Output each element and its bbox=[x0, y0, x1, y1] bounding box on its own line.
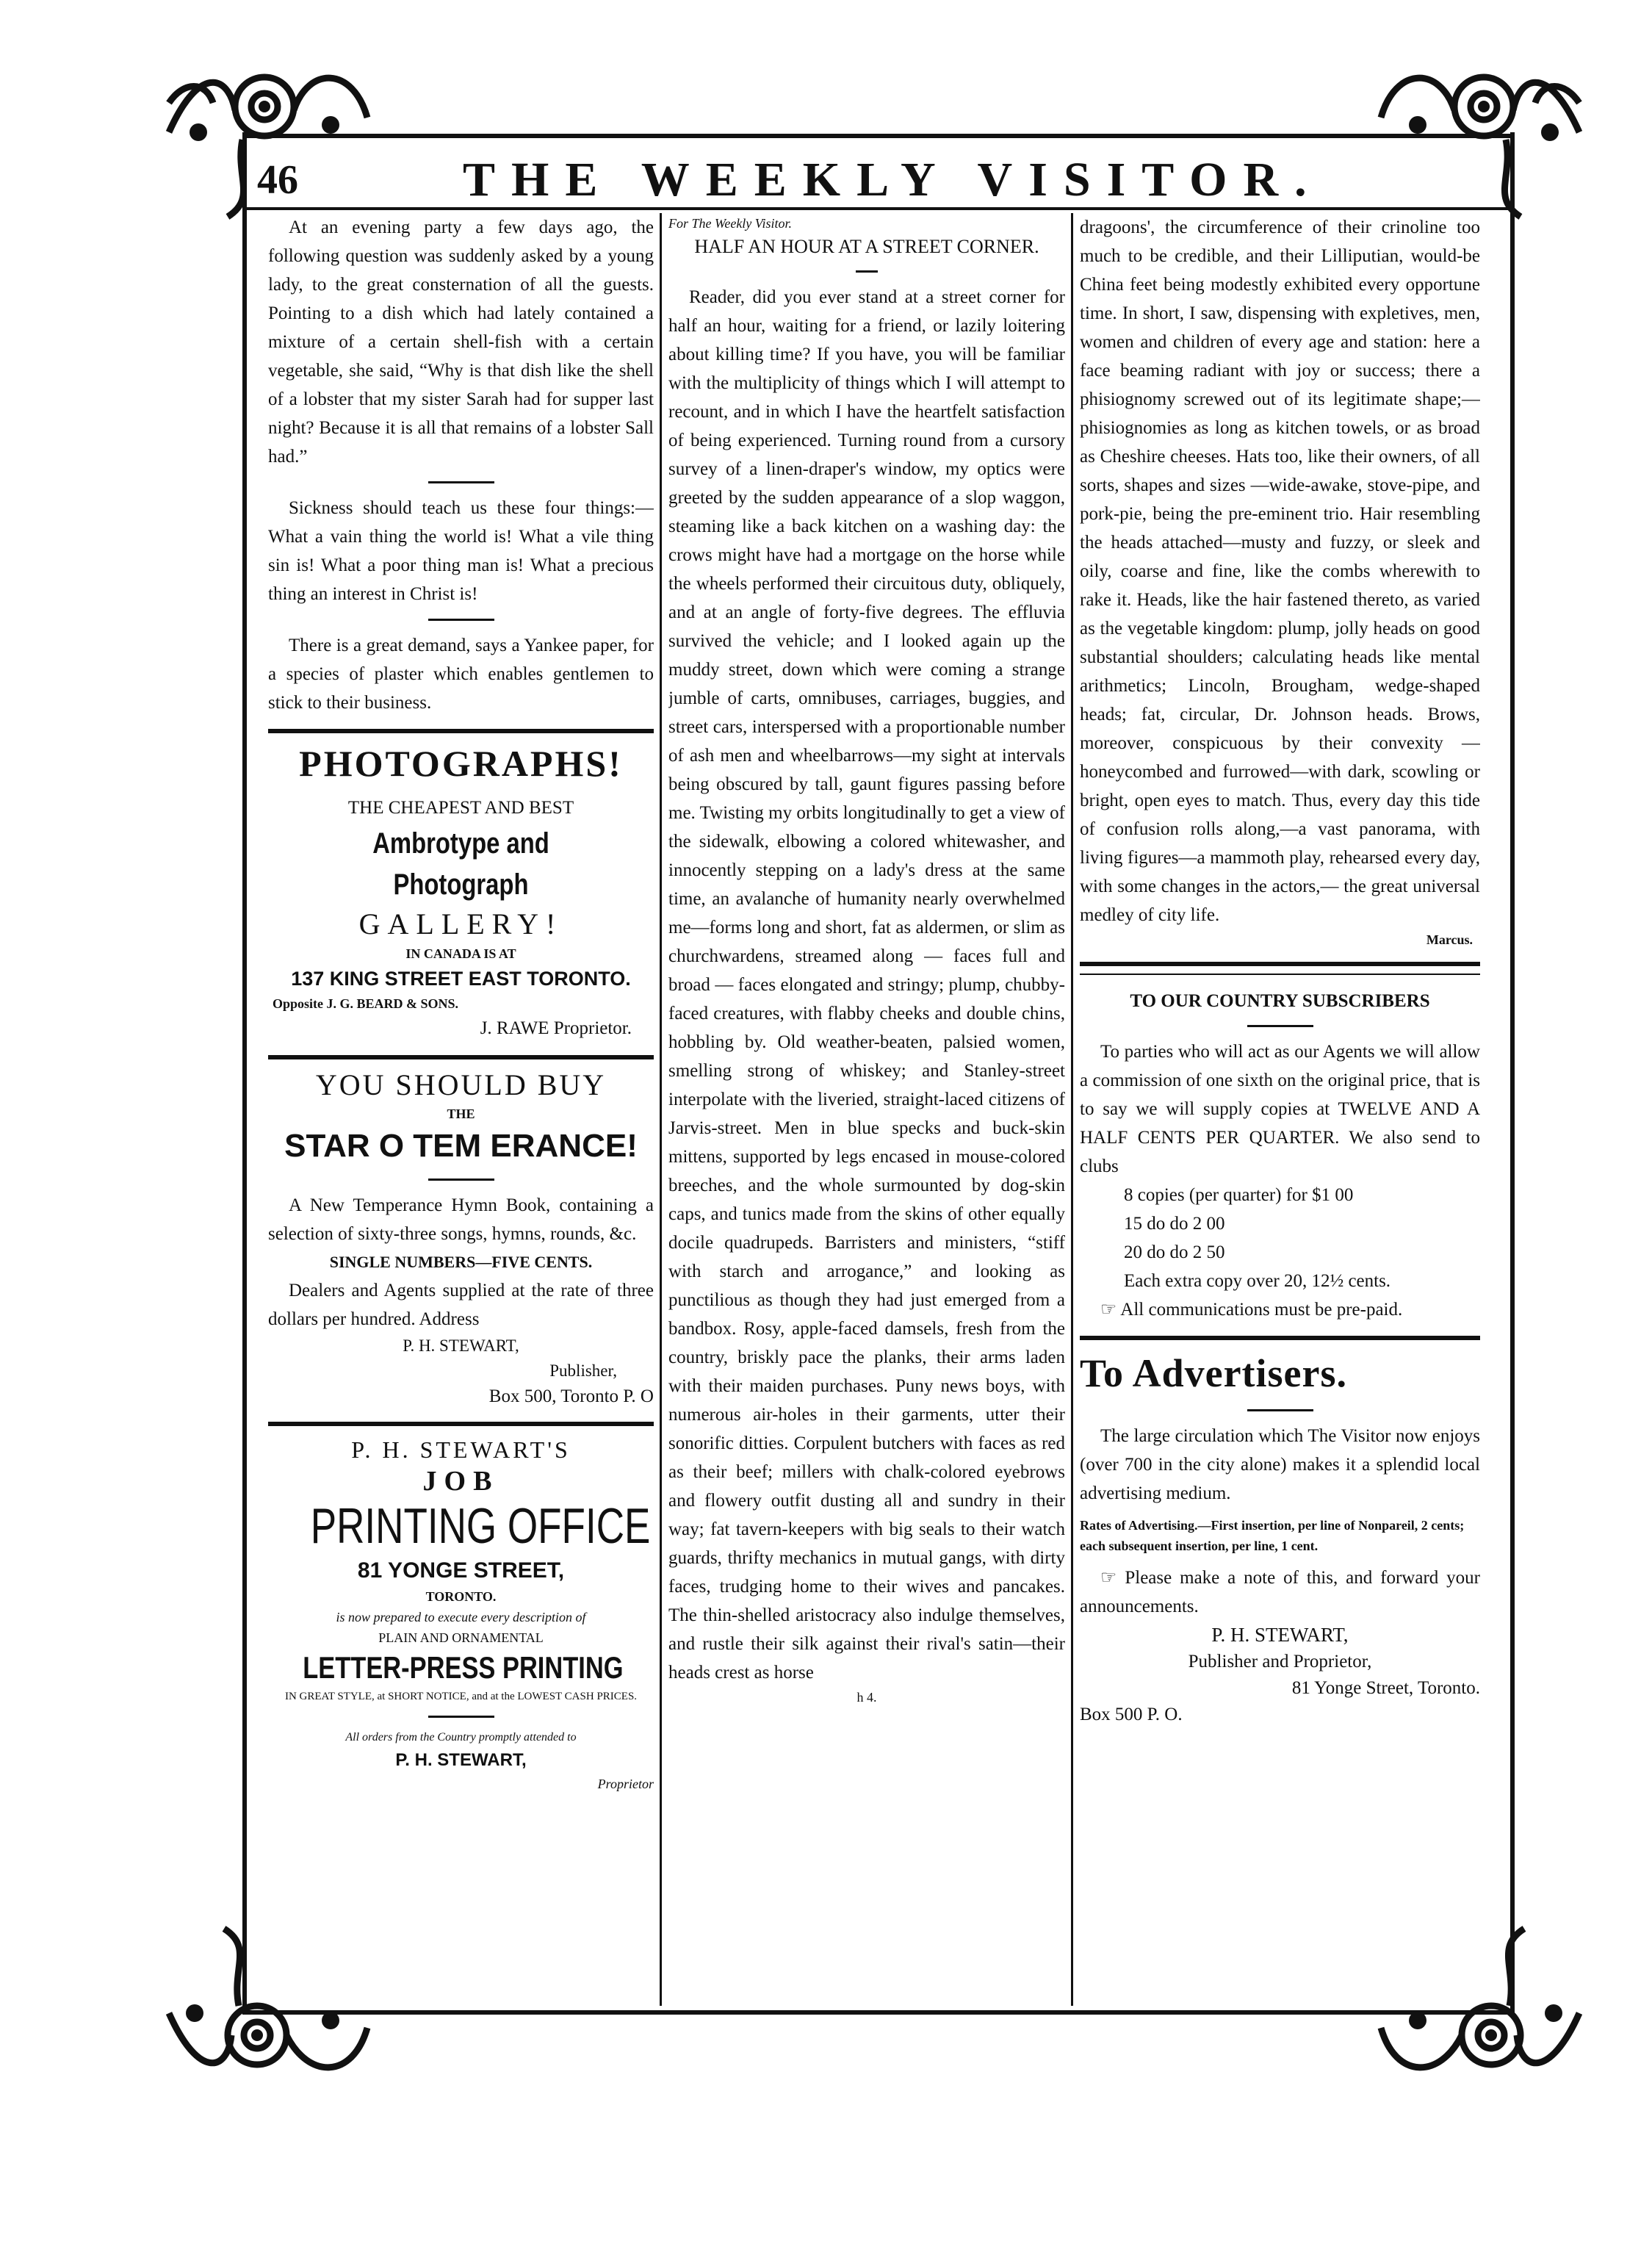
prepaid-text: All communications must be pre-paid. bbox=[1120, 1300, 1403, 1320]
advertising-rates: Rates of Advertising.—First insertion, per line of Nonpareil, 2 cents; each subsequent insertion, per line, 1 cent. bbox=[1080, 1518, 1465, 1553]
plaster-paragraph: There is a great demand, says a Yankee paper, for a species of plaster which enables gentlemen to stick to their business. bbox=[268, 636, 654, 713]
publisher-role: Publisher and Proprietor, bbox=[1188, 1652, 1372, 1672]
ad-body: A New Temperance Hymn Book, containing a selection of sixty-three songs, hymns, rounds, &c. bbox=[268, 1195, 654, 1244]
separator bbox=[1247, 1025, 1313, 1027]
article-continuation: dragoons', the circumference of their crinoline too much to be credible, and their Lilliputian, would-be China feet being modestly exhibited every opportune time. In short, I saw, dispensing with expletives, men, women and children of every age and station: here a face beaming radiant with joy or success; there a phisiognomy screwed out of its legitimate shape;—phisiognomies as long as kitchen towels, or as broad as Cheshire cheeses. Hats too, like their owners, of all sorts, shapes and sizes —wide-awake, stove-pipe, and pork-pie, being the pre-eminent trio. Hair resembling the heads attached—musty and fuzzy, or sleek and oily, coarse and fine, like the combs wherewith to rake it. Heads, like the hair fastened thereto, as varied as the vegetable kingdom: plump, jolly heads on good substantial shoulders; calculating heads like mental arithmetics; Lincoln, Brougham, wedge-shaped heads; fat, circular, Dr. Johnson heads. Brows, moreover, conspicuous by their convexity —honeycombed and furrowed—with dark, scowling or bright, open eyes to match. Thus, every day this tide of confusion rolls along,—a vast panorama, with living figures—a mammoth play, rehearsed every day, with some changes in the actors,— the great universal medley of city life. bbox=[1080, 217, 1480, 925]
ad-rule bbox=[268, 729, 654, 733]
ad-line: P. H. STEWART'S bbox=[351, 1436, 571, 1463]
pointing-hand-icon: ☞ bbox=[1100, 1300, 1117, 1320]
ad-line: 81 YONGE STREET, bbox=[357, 1558, 565, 1583]
article-title: HALF AN HOUR AT A STREET CORNER. bbox=[694, 236, 1039, 257]
announcement-text: Please make a note of this, and forward your announcements. bbox=[1080, 1568, 1480, 1616]
masthead bbox=[257, 154, 1506, 206]
column-right bbox=[1080, 213, 1480, 2006]
ad-headline: LETTER-PRESS PRINTING bbox=[303, 1650, 624, 1685]
masthead-rule bbox=[242, 207, 1510, 210]
column-rule-2 bbox=[1071, 213, 1073, 2006]
ad-line: THE CHEAPEST AND BEST bbox=[347, 798, 574, 818]
ad-headline: PRINTING OFFICE bbox=[310, 1498, 651, 1554]
bottom-rule bbox=[242, 2010, 1510, 2015]
prepaid-note bbox=[1080, 1295, 1480, 1324]
ad-headline: YOU SHOULD BUY bbox=[315, 1068, 607, 1101]
separator bbox=[856, 270, 878, 273]
section-rule bbox=[1080, 974, 1480, 975]
ad-line: is now prepared to execute every description of bbox=[336, 1610, 586, 1624]
ad-line: IN GREAT STYLE, at SHORT NOTICE, and at the LOWEST CASH PRICES. bbox=[284, 1691, 638, 1702]
ad-line: THE bbox=[447, 1106, 475, 1121]
ad-rule bbox=[268, 1055, 654, 1059]
ad-line: IN CANADA IS AT bbox=[405, 946, 516, 961]
advertisers-heading: To Advertisers. bbox=[1080, 1351, 1347, 1395]
ad-price: SINGLE NUMBERS—FIVE CENTS. bbox=[329, 1253, 593, 1271]
ad-body: Dealers and Agents supplied at the rate of three dollars per hundred. Address bbox=[268, 1281, 654, 1329]
ad-line: 137 KING STREET EAST TORONTO. bbox=[291, 968, 631, 990]
publisher-name: P. H. STEWART, bbox=[1211, 1624, 1349, 1646]
advertisers-body: The large circulation which The Visitor now enjoys (over 700 in the city alone) makes it a splendid local advertising medium. bbox=[1080, 1426, 1480, 1503]
ad-line: Opposite J. G. BEARD & SONS. bbox=[273, 996, 459, 1011]
temperance-ad bbox=[268, 1067, 654, 1410]
ad-line: Ambrotype and Photograph bbox=[372, 827, 549, 901]
announcement-note bbox=[1080, 1563, 1480, 1621]
ad-line: All orders from the Country promptly attended to bbox=[345, 1731, 577, 1744]
ad-role: Publisher, bbox=[549, 1361, 617, 1380]
separator bbox=[428, 481, 494, 483]
photographs-ad bbox=[268, 741, 654, 1043]
separator bbox=[1247, 1409, 1313, 1411]
subscribers-heading: TO OUR COUNTRY SUBSCRIBERS bbox=[1130, 991, 1430, 1011]
publisher-address: 81 Yonge Street, Toronto. bbox=[1291, 1678, 1480, 1698]
pointing-hand-icon: ☞ bbox=[1100, 1568, 1117, 1588]
ad-line: JOB bbox=[422, 1466, 499, 1497]
printing-office-ad bbox=[268, 1433, 654, 1794]
column-left bbox=[268, 213, 654, 2006]
separator bbox=[428, 1179, 494, 1181]
column-footer: h 4. bbox=[856, 1690, 877, 1705]
byline: For The Weekly Visitor. bbox=[668, 216, 792, 231]
section-rule bbox=[1080, 1336, 1480, 1340]
ad-line: J. RAWE Proprietor. bbox=[480, 1018, 632, 1038]
ad-box: Box 500, Toronto P. O bbox=[488, 1386, 654, 1406]
subscribers-body: To parties who will act as our Agents we will allow a commission of one sixth on the original price, that is to say we will supply copies at TWELVE AND A HALF CENTS PER QUARTER. We also send to clubs bbox=[1080, 1042, 1480, 1176]
ad-rule bbox=[268, 1422, 654, 1426]
newspaper-title: THE WEEKLY VISITOR. bbox=[463, 153, 1323, 206]
ad-line: Proprietor bbox=[597, 1777, 654, 1791]
article-signature: Marcus. bbox=[1426, 932, 1473, 947]
club-rate-row: 15 do do 2 00 bbox=[1124, 1214, 1225, 1234]
page-number: 46 bbox=[257, 157, 298, 203]
ad-line: PLAIN AND ORNAMENTAL bbox=[378, 1630, 544, 1645]
club-rates bbox=[1080, 1181, 1480, 1295]
ad-line: TORONTO. bbox=[425, 1589, 497, 1604]
section-rule bbox=[1080, 962, 1480, 966]
separator bbox=[428, 1716, 494, 1718]
separator bbox=[428, 619, 494, 621]
anecdote-lobster: At an evening party a few days ago, the following question was suddenly asked by a young lady, to the great consternation of all the guests. Pointing to a dish which had lately contained a mixture of a certain shell-fish with a certain vegetable, she said, “Why is that dish like the shell of a lobster that my sister Sarah had for supper last night? Because it is all that remains of a lobster Sall had.” bbox=[268, 217, 654, 467]
ad-line: P. H. STEWART, bbox=[395, 1750, 527, 1770]
column-middle bbox=[668, 213, 1065, 2006]
ad-title: STAR O TEM ERANCE! bbox=[284, 1128, 638, 1164]
ad-line: GALLERY! bbox=[358, 907, 563, 940]
article-body: Reader, did you ever stand at a street corner for half an hour, waiting for a friend, or lazily loitering about killing time? If you have, you will be familiar with the multiplicity of things which I will attempt to recount, and in which I have the heartfelt satisfaction of being experienced. Turning round from a cursory survey of a linen-draper's window, my optics were greeted by the sudden appearance of a slop waggon, steaming like a back kitchen on a washing day: the crows might have had a mortgage on the horse while the wheels performed their circuitous duty, obliquely, and at an angle of forty-five degrees. The effluvia survived the vehicle; and I looked again up the muddy street, down which were coming a strange jumble of carts, omnibuses, carriages, buggies, and street cars, interspersed with a proportionable number of ash men and wheelbarrows—my sight at intervals being obscured by tall, gaunt figures passing before me. Twisting my orbits longitudinally to get a view of the sidewalk, elbowing a colored whitewasher, and innocently stepping on a lady's dress at the same time, an avalanche of humanity nearly overwhelmed me—forms long and short, fat as aldermen, or slim as churchwardens, streamed along — faces full and broad — faces elongated and stringy; plump, chubby-faced creatures, with flabby cheeks and double chins, hobbling by. Old weather-beaten, palsied women, smelling strong of whiskey; and Stanley-street interpolate with the liveried, straight-laced citizens of Jarvis-street. Men in blue specks and buck-skin mittens, supported by legs encased in mouse-colored breeches, and the whole surmounted by dog-skin caps, and tunics made from the skins of other equally docile quadrupeds. Barristers and ministers, “stiff with starch and arrogance,” and looking as punctilious as though they had just emerged from a bandbox. Rosy, apple-faced damsels, fresh from the country, briskly pace the planks, their arms laden with their maiden purchases. Puny news boys, with numerous air-holes in their garments, utter their sonorific ditties. Corpulent butchers with faces as red as their beef; millers with chalk-colored eyebrows and flowery outfit dusting all and sundry in their way; fat tavern-keepers with big seals to their watch guards, thrifty mechanics in mutual gangs, with dirty faces, trudging home to their wives and pancakes. The thin-shelled aristocracy also indulge themselves, and rustle their silk against their rival's satin—their heads crest as horse bbox=[668, 287, 1065, 1683]
club-rate-note: Each extra copy over 20, 12½ cents. bbox=[1124, 1271, 1391, 1291]
sickness-paragraph: Sickness should teach us these four things:—What a vain thing the world is! What a vile thing sin is! What a poor thing man is! What a precious thing an interest in Christ is! bbox=[268, 498, 654, 604]
ad-name: P. H. STEWART, bbox=[403, 1336, 519, 1355]
club-rate-row: 8 copies (per quarter) for $1 00 bbox=[1124, 1185, 1354, 1205]
top-rule bbox=[242, 134, 1510, 138]
ad-headline: PHOTOGRAPHS! bbox=[299, 743, 623, 784]
club-rate-row: 20 do do 2 50 bbox=[1124, 1242, 1225, 1262]
column-rule-1 bbox=[660, 213, 662, 2006]
publisher-box: Box 500 P. O. bbox=[1080, 1705, 1183, 1724]
